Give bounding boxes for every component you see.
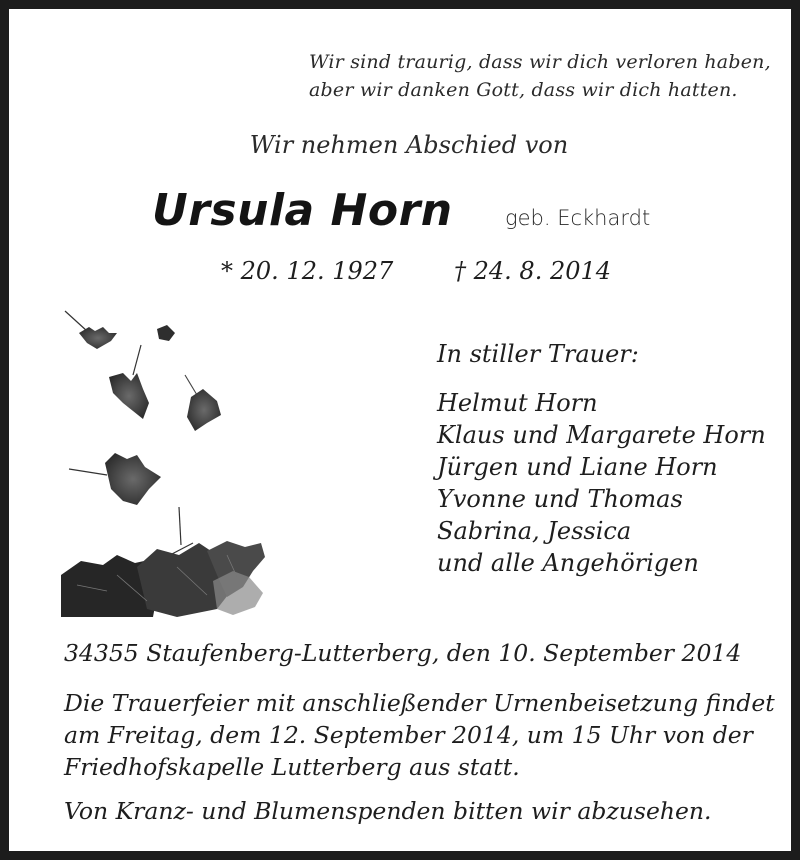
leaf-icon	[185, 375, 221, 431]
leaf-icon	[157, 325, 175, 341]
birth-date: * 20. 12. 1927	[221, 257, 394, 285]
maiden-name: geb. Eckhardt	[505, 206, 651, 230]
ceremony-text-line-3: Friedhofskapelle Lutterberg aus statt.	[64, 753, 520, 781]
quote-line-2: aber wir danken Gott, dass wir dich hatten.	[309, 79, 738, 101]
death-date: † 24. 8. 2014	[454, 257, 612, 285]
mourner-name: und alle Angehörigen	[437, 549, 699, 577]
mourner-name: Yvonne und Thomas	[437, 485, 683, 513]
mourners-heading: In stiller Trauer:	[437, 340, 639, 368]
place-and-date: 34355 Staufenberg-Lutterberg, den 10. September 2014	[64, 639, 742, 667]
quote-line-1: Wir sind traurig, dass wir dich verloren haben,	[309, 51, 771, 73]
mourner-name: Jürgen und Liane Horn	[437, 453, 718, 481]
leaf-icon	[109, 345, 149, 419]
falling-leaves-icon	[57, 305, 272, 620]
leaf-pile-icon	[61, 541, 265, 617]
leaf-icon	[69, 453, 161, 505]
leaf-icon	[65, 311, 117, 349]
ceremony-text-line-1: Die Trauerfeier mit anschließender Urnenbeisetzung findet	[64, 689, 775, 717]
farewell-intro: Wir nehmen Abschied von	[249, 131, 569, 159]
mourner-name: Klaus und Margarete Horn	[437, 421, 766, 449]
deceased-name: Ursula Horn	[152, 185, 453, 236]
flower-donation-note: Von Kranz- und Blumenspenden bitten wir abzusehen.	[64, 797, 712, 825]
ceremony-text-line-2: am Freitag, dem 12. September 2014, um 15 Uhr von der	[64, 721, 753, 749]
mourner-name: Helmut Horn	[437, 389, 598, 417]
mourner-name: Sabrina, Jessica	[437, 517, 632, 545]
